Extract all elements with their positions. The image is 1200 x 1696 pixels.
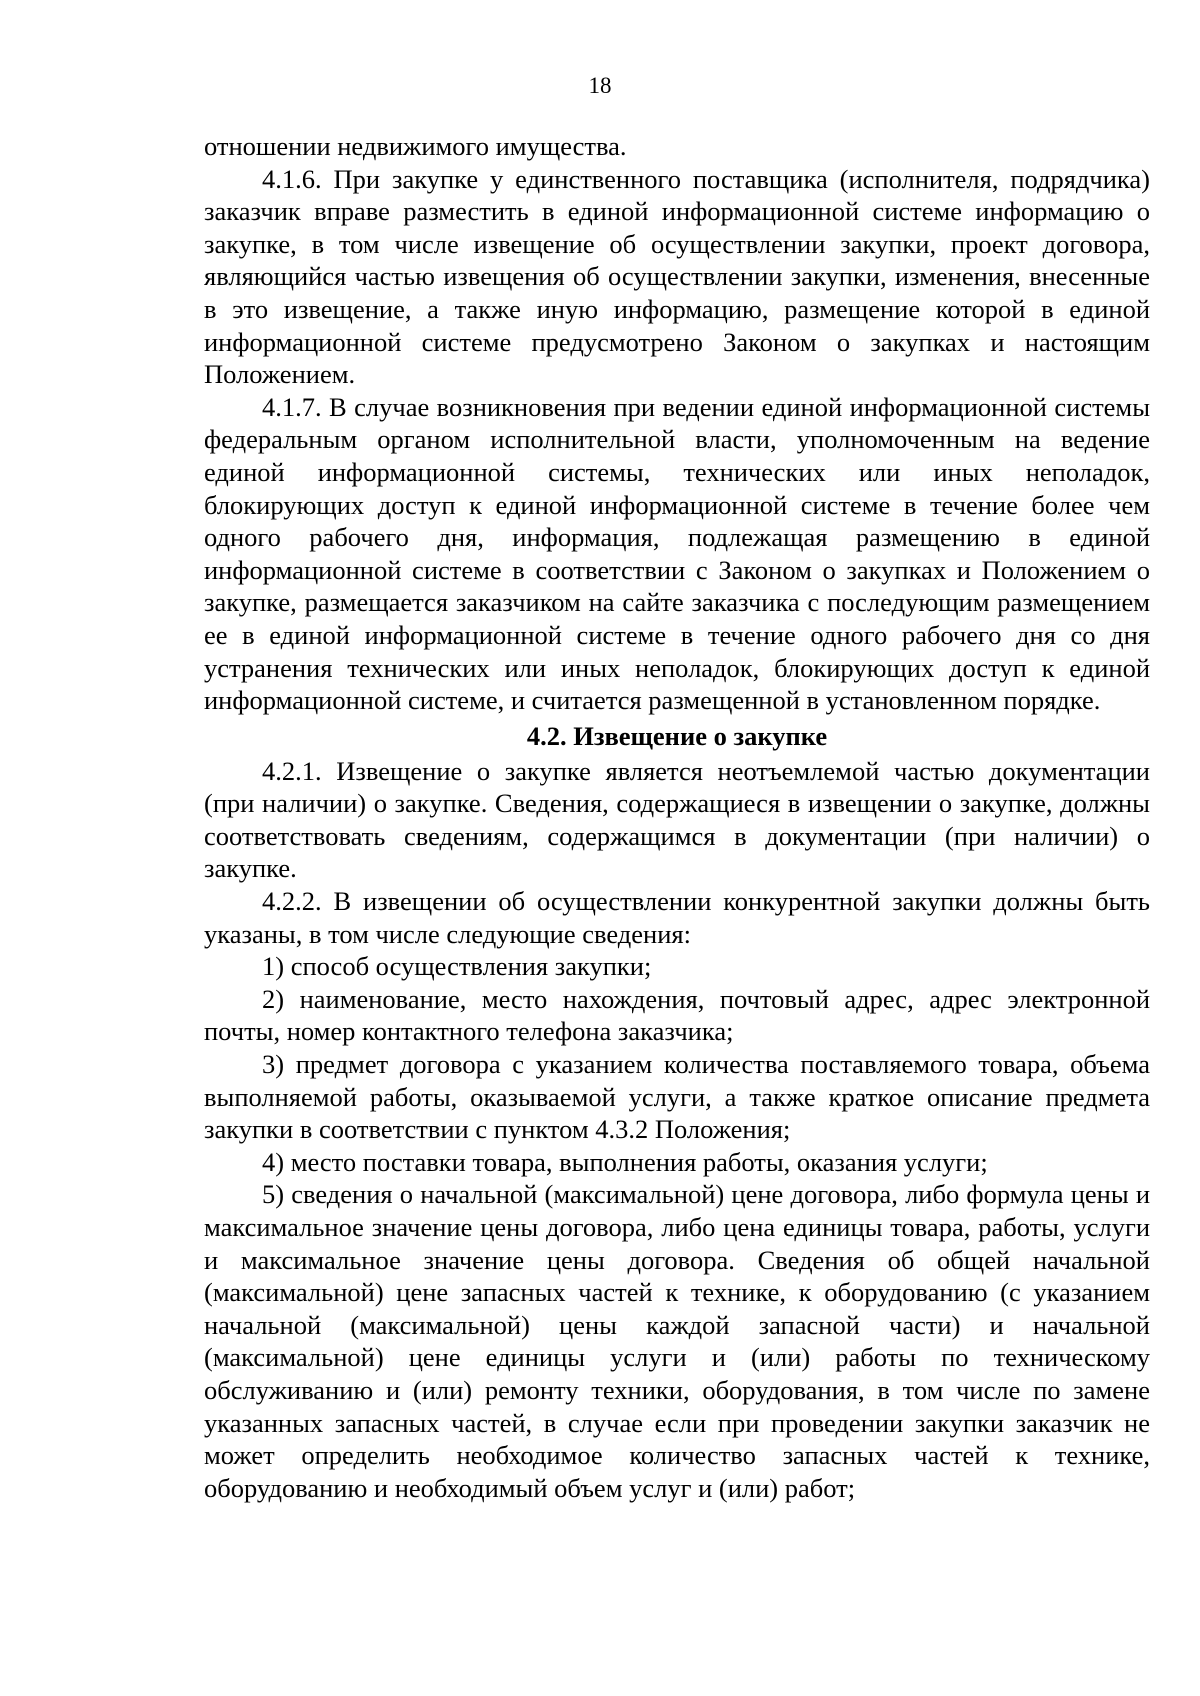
document-body xyxy=(204,130,1150,1504)
list-item-2: 2) наименование, место нахождения, почтовый адрес, адрес электронной почты, номер контактного телефона заказчика; xyxy=(204,983,1150,1047)
list-item-3: 3) предмет договора с указанием количества поставляемого товара, объема выполняемой работы, оказываемой услуги, а также краткое описание предмета закупки в соответствии с пунктом 4.3.2 Положения; xyxy=(204,1049,1150,1145)
list-item-4: 4) место поставки товара, выполнения работы, оказания услуги; xyxy=(262,1146,988,1177)
section-heading-4-2: 4.2. Извещение о закупке xyxy=(526,720,828,751)
list-item-1: 1) способ осуществления закупки; xyxy=(262,951,652,982)
paragraph-4-2-2: 4.2.2. В извещении об осуществлении конкурентной закупки должны быть указаны, в том числе следующие сведения: xyxy=(204,886,1150,949)
list-item-5: 5) сведения о начальной (максимальной) цене договора, либо формула цены и максимальное значение цены договора, либо цена единицы товара, работы, услуги и максимальное значение цены договора. Сведения об общей начальной (максимальной) цене запасных частей к технике, к оборудованию (с указанием начальной (максимальной) цены каждой запасной части) и начальной (максимальной) цене единицы услуги и (или) работы по техническому обслуживанию и (или) ремонту техники, оборудования, в том числе по замене указанных запасных частей, в случае если при проведении закупки заказчик не может определить необходимое количество запасных частей к технике, оборудованию и необходимый объем услуг и (или) работ; xyxy=(204,1179,1150,1503)
paragraph-4-2-1: 4.2.1. Извещение о закупке является неотъемлемой частью документации (при наличии) о закупке. Сведения, содержащиеся в извещении о закупке, должны соответствовать сведениям, содержащимся в документации (при наличии) о закупке. xyxy=(204,755,1150,884)
paragraph-4-1-7: 4.1.7. В случае возникновения при ведении единой информационной системы федеральным органом исполнительной власти, уполномоченным на ведение единой информационной системы, технических или иных неполадок, блокирующих доступ к единой информационной системе в течение более чем одного рабочего дня, информация, подлежащая размещению в единой информационной системе в соответствии с Законом о закупках и Положением о закупке, размещается заказчиком на сайте заказчика с последующим размещением ее в единой информационной системе в течение одного рабочего дня со дня устранения технических или иных неполадок, блокирующих доступ к единой информационной системе, и считается размещенной в установленном порядке. xyxy=(204,391,1150,716)
paragraph-4-1-6: 4.1.6. При закупке у единственного поставщика (исполнителя, подрядчика) заказчик вправе разместить в единой информационной системе информацию о закупке, в том числе извещение об осуществлении закупки, проект договора, являющийся частью извещения об осуществлении закупки, изменения, внесенные в это извещение, а также иную информацию, размещение которой в единой информационной системе предусмотрено Законом о закупках и настоящим Положением. xyxy=(204,163,1150,390)
paragraph-continuation: отношении недвижимого имущества. xyxy=(204,131,627,161)
page-number: 18 xyxy=(588,73,612,98)
